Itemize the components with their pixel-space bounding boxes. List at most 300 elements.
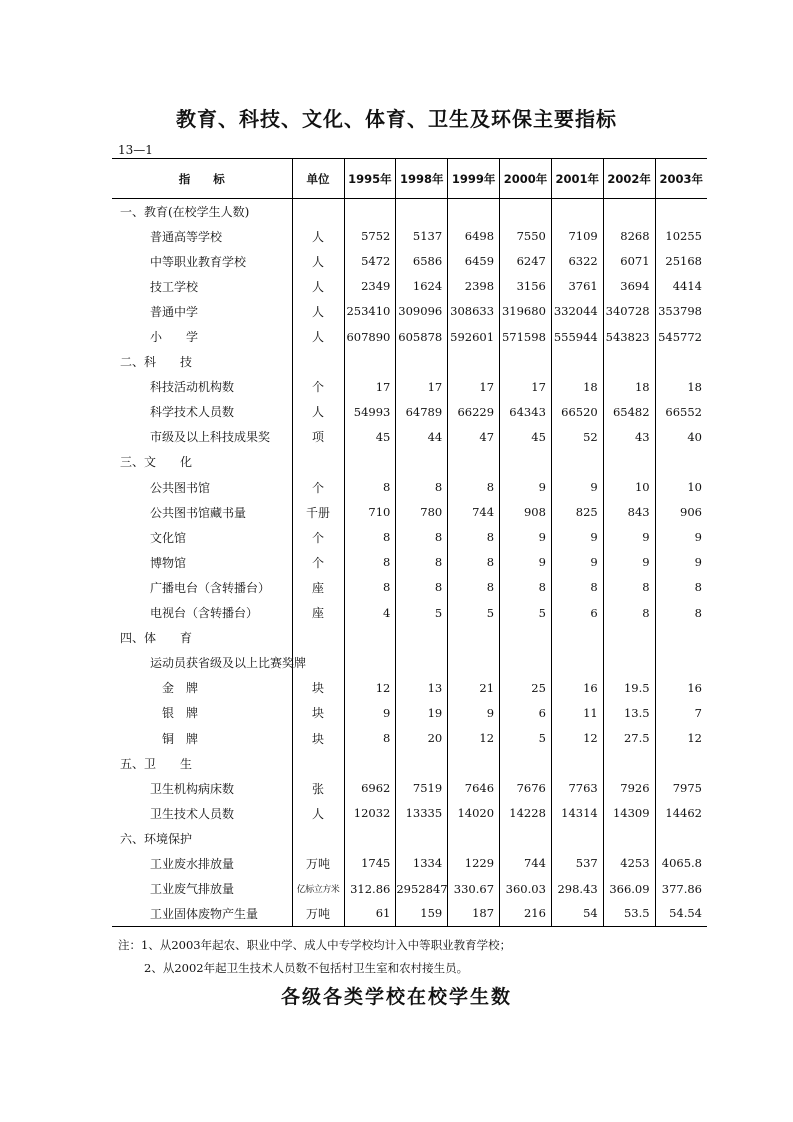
value-cell: 14228 (500, 801, 552, 826)
unit-cell: 人 (292, 224, 344, 249)
indicator-name: 工业废水排放量 (150, 856, 235, 871)
value-cell (344, 826, 396, 851)
value-cell (551, 449, 603, 474)
value-cell: 14462 (655, 801, 707, 826)
indicator-name: 中等职业教育学校 (150, 254, 247, 269)
value-cell: 159 (396, 901, 448, 926)
table-row (112, 550, 707, 575)
indicator-name: 金 牌 (162, 681, 199, 696)
value-cell: 5 (500, 725, 552, 750)
value-cell: 45 (344, 424, 396, 449)
indicator-name: 科技活动机构数 (150, 380, 235, 395)
indicator-name: 五、卫 生 (120, 756, 193, 771)
value-cell: 8 (448, 575, 500, 600)
value-cell (448, 826, 500, 851)
value-cell: 61 (344, 901, 396, 926)
indicator-name: 电视台（含转播台） (150, 606, 259, 621)
value-cell: 7676 (500, 776, 552, 801)
unit-cell: 个 (292, 374, 344, 399)
value-cell: 12 (655, 725, 707, 750)
section-row (112, 449, 707, 474)
value-cell: 537 (551, 851, 603, 876)
value-cell: 45 (500, 424, 552, 449)
header-year: 2002年 (603, 159, 655, 199)
unit-cell: 人 (292, 274, 344, 299)
value-cell (551, 650, 603, 675)
section-row (112, 826, 707, 851)
table-row (112, 876, 707, 901)
indicator-cell (112, 625, 292, 650)
value-cell: 9 (551, 525, 603, 550)
value-cell (396, 650, 448, 675)
indicator-name: 广播电台（含转播台） (150, 580, 271, 595)
indicator-name: 卫生机构病床数 (150, 781, 235, 796)
value-cell: 3156 (500, 274, 552, 299)
value-cell: 18 (655, 374, 707, 399)
value-cell: 1334 (396, 851, 448, 876)
table-row (112, 600, 707, 625)
indicator-cell (112, 725, 292, 750)
note-2: 2、从2002年起卫生技术人员数不包括村卫生室和农村接生员。 (144, 961, 469, 975)
section-row (112, 751, 707, 776)
value-cell (344, 650, 396, 675)
value-cell: 9 (500, 525, 552, 550)
value-cell: 9 (500, 550, 552, 575)
value-cell: 780 (396, 500, 448, 525)
indicator-cell (112, 751, 292, 776)
value-cell: 16 (655, 675, 707, 700)
value-cell: 10255 (655, 224, 707, 249)
value-cell: 6247 (500, 249, 552, 274)
value-cell: 54.54 (655, 901, 707, 926)
unit-cell: 万吨 (292, 901, 344, 926)
indicator-name: 二、科 技 (120, 355, 193, 370)
table-row (112, 274, 707, 299)
table-row (112, 901, 707, 926)
table-row (112, 851, 707, 876)
unit-cell: 亿标立方米 (292, 876, 344, 901)
table-row (112, 675, 707, 700)
indicator-name: 科学技术人员数 (150, 405, 235, 420)
value-cell: 7519 (396, 776, 448, 801)
value-cell: 17 (500, 374, 552, 399)
header-year: 2000年 (500, 159, 552, 199)
indicator-cell (112, 249, 292, 274)
value-cell: 6459 (448, 249, 500, 274)
indicator-name: 公共图书馆 (150, 480, 211, 495)
value-cell: 7763 (551, 776, 603, 801)
indicator-name: 小 学 (150, 330, 199, 345)
value-cell: 7 (655, 700, 707, 725)
value-cell (551, 826, 603, 851)
value-cell: 330.67 (448, 876, 500, 901)
indicator-name: 三、文 化 (120, 455, 193, 470)
header-year: 1999年 (448, 159, 500, 199)
value-cell: 2398 (448, 274, 500, 299)
value-cell: 9 (655, 525, 707, 550)
indicator-cell (112, 575, 292, 600)
indicator-cell (112, 801, 292, 826)
indicator-cell (112, 324, 292, 349)
indicator-name: 博物馆 (150, 555, 187, 570)
indicator-cell (112, 475, 292, 500)
value-cell: 744 (448, 500, 500, 525)
value-cell (448, 199, 500, 224)
value-cell: 20 (396, 725, 448, 750)
indicator-cell (112, 500, 292, 525)
value-cell: 605878 (396, 324, 448, 349)
value-cell: 8 (344, 475, 396, 500)
value-cell (344, 449, 396, 474)
indicator-cell (112, 776, 292, 801)
value-cell: 6586 (396, 249, 448, 274)
value-cell: 4 (344, 600, 396, 625)
value-cell (500, 349, 552, 374)
value-cell: 17 (448, 374, 500, 399)
value-cell (603, 349, 655, 374)
unit-cell: 千册 (292, 500, 344, 525)
value-cell (448, 751, 500, 776)
value-cell: 1745 (344, 851, 396, 876)
value-cell: 2349 (344, 274, 396, 299)
value-cell (655, 199, 707, 224)
value-cell: 13335 (396, 801, 448, 826)
value-cell: 9 (500, 475, 552, 500)
value-cell: 8 (603, 600, 655, 625)
indicator-name: 普通高等学校 (150, 229, 223, 244)
value-cell: 8 (655, 600, 707, 625)
table-header-row (112, 159, 707, 199)
value-cell: 12 (448, 725, 500, 750)
value-cell (655, 625, 707, 650)
value-cell: 8 (448, 475, 500, 500)
value-cell: 25168 (655, 249, 707, 274)
value-cell (344, 751, 396, 776)
unit-cell (292, 826, 344, 851)
value-cell: 312.86 (344, 876, 396, 901)
unit-cell: 人 (292, 324, 344, 349)
value-cell: 9 (551, 550, 603, 575)
unit-cell (292, 449, 344, 474)
value-cell: 44 (396, 424, 448, 449)
indicators-table (112, 158, 707, 927)
indicator-name: 六、环境保护 (120, 831, 193, 846)
indicator-cell (112, 851, 292, 876)
value-cell: 40 (655, 424, 707, 449)
unit-cell (292, 349, 344, 374)
indicator-cell (112, 374, 292, 399)
value-cell: 8 (344, 725, 396, 750)
value-cell: 16 (551, 675, 603, 700)
table-row (112, 224, 707, 249)
unit-cell: 个 (292, 525, 344, 550)
value-cell (655, 826, 707, 851)
section-row (112, 625, 707, 650)
section-row (112, 199, 707, 224)
value-cell: 5472 (344, 249, 396, 274)
value-cell: 13.5 (603, 700, 655, 725)
note-1: 注：1、从2003年起农、职业中学、成人中专学校均计入中等职业教育学校； (118, 938, 512, 952)
table-row (112, 725, 707, 750)
header-year: 1995年 (344, 159, 396, 199)
unit-cell: 座 (292, 575, 344, 600)
value-cell: 10 (655, 475, 707, 500)
value-cell: 9 (551, 475, 603, 500)
indicator-cell (112, 600, 292, 625)
value-cell: 65482 (603, 399, 655, 424)
indicator-cell (112, 901, 292, 926)
indicator-cell (112, 675, 292, 700)
value-cell (655, 449, 707, 474)
value-cell: 298.43 (551, 876, 603, 901)
table-row (112, 374, 707, 399)
indicator-cell (112, 650, 307, 675)
unit-cell: 块 (292, 700, 344, 725)
table-row (112, 299, 707, 324)
unit-cell: 人 (292, 299, 344, 324)
value-cell: 43 (603, 424, 655, 449)
value-cell: 54993 (344, 399, 396, 424)
value-cell: 906 (655, 500, 707, 525)
value-cell: 8 (448, 525, 500, 550)
indicator-name: 一、教育(在校学生人数) (120, 204, 250, 219)
value-cell: 3694 (603, 274, 655, 299)
value-cell: 18 (551, 374, 603, 399)
table-row (112, 575, 707, 600)
value-cell: 12 (344, 675, 396, 700)
indicator-name: 公共图书馆藏书量 (150, 505, 247, 520)
value-cell (551, 625, 603, 650)
value-cell (655, 349, 707, 374)
value-cell: 8268 (603, 224, 655, 249)
value-cell: 5752 (344, 224, 396, 249)
value-cell: 555944 (551, 324, 603, 349)
next-section-title: 各级各类学校在校学生数 (280, 986, 512, 1008)
value-cell: 4065.8 (655, 851, 707, 876)
value-cell (344, 625, 396, 650)
value-cell (603, 826, 655, 851)
value-cell: 187 (448, 901, 500, 926)
indicator-cell (112, 525, 292, 550)
value-cell: 7550 (500, 224, 552, 249)
table-row (112, 424, 707, 449)
indicator-cell (112, 550, 292, 575)
value-cell: 6498 (448, 224, 500, 249)
unit-cell (292, 199, 344, 224)
value-cell (396, 349, 448, 374)
value-cell: 253410 (344, 299, 396, 324)
value-cell: 5 (448, 600, 500, 625)
indicator-cell (112, 199, 292, 224)
header-year: 1998年 (396, 159, 448, 199)
value-cell: 4253 (603, 851, 655, 876)
value-cell: 8 (344, 525, 396, 550)
value-cell (551, 199, 603, 224)
unit-cell: 人 (292, 399, 344, 424)
header-indicator: 指 标 (112, 159, 292, 199)
indicator-name: 四、体 育 (120, 631, 193, 646)
value-cell: 25 (500, 675, 552, 700)
indicator-name: 工业废气排放量 (150, 882, 235, 897)
value-cell (448, 349, 500, 374)
value-cell: 8 (500, 575, 552, 600)
value-cell (500, 625, 552, 650)
table-row (112, 650, 707, 675)
indicator-name: 工业固体废物产生量 (150, 906, 259, 921)
value-cell: 66229 (448, 399, 500, 424)
value-cell: 12 (551, 725, 603, 750)
indicator-cell (112, 224, 292, 249)
value-cell: 18 (603, 374, 655, 399)
value-cell (448, 449, 500, 474)
value-cell (344, 199, 396, 224)
unit-cell: 项 (292, 424, 344, 449)
value-cell: 340728 (603, 299, 655, 324)
value-cell: 52 (551, 424, 603, 449)
value-cell: 366.09 (603, 876, 655, 901)
value-cell: 8 (448, 550, 500, 575)
table-code: 13—1 (118, 143, 153, 157)
value-cell: 592601 (448, 324, 500, 349)
value-cell: 6 (500, 700, 552, 725)
header-year: 2001年 (551, 159, 603, 199)
value-cell: 216 (500, 901, 552, 926)
value-cell (448, 625, 500, 650)
value-cell: 27.5 (603, 725, 655, 750)
value-cell: 7646 (448, 776, 500, 801)
table-row (112, 249, 707, 274)
table-row (112, 475, 707, 500)
value-cell: 7975 (655, 776, 707, 801)
value-cell (655, 650, 707, 675)
table-row (112, 525, 707, 550)
value-cell: 543823 (603, 324, 655, 349)
value-cell: 607890 (344, 324, 396, 349)
value-cell (500, 650, 552, 675)
unit-cell: 人 (292, 801, 344, 826)
value-cell: 744 (500, 851, 552, 876)
value-cell: 309096 (396, 299, 448, 324)
indicator-cell (112, 274, 292, 299)
value-cell (603, 625, 655, 650)
indicator-name: 卫生技术人员数 (150, 806, 235, 821)
value-cell: 6962 (344, 776, 396, 801)
value-cell (396, 199, 448, 224)
value-cell (448, 650, 500, 675)
value-cell (551, 751, 603, 776)
value-cell: 19.5 (603, 675, 655, 700)
value-cell: 8 (396, 575, 448, 600)
indicator-cell (112, 700, 292, 725)
table-body (112, 199, 707, 927)
section-row (112, 349, 707, 374)
value-cell: 710 (344, 500, 396, 525)
indicator-cell (112, 399, 292, 424)
value-cell (500, 826, 552, 851)
value-cell: 3761 (551, 274, 603, 299)
indicator-cell (112, 449, 292, 474)
indicator-name: 技工学校 (150, 279, 199, 294)
value-cell: 825 (551, 500, 603, 525)
indicator-cell (112, 349, 292, 374)
unit-cell: 万吨 (292, 851, 344, 876)
value-cell (396, 826, 448, 851)
value-cell: 9 (655, 550, 707, 575)
value-cell: 319680 (500, 299, 552, 324)
value-cell: 66520 (551, 399, 603, 424)
value-cell: 8 (344, 575, 396, 600)
value-cell: 17 (396, 374, 448, 399)
value-cell: 7109 (551, 224, 603, 249)
indicator-cell (112, 826, 292, 851)
value-cell: 353798 (655, 299, 707, 324)
value-cell: 64789 (396, 399, 448, 424)
value-cell: 5 (500, 600, 552, 625)
value-cell (396, 625, 448, 650)
value-cell (655, 751, 707, 776)
value-cell (551, 349, 603, 374)
value-cell: 64343 (500, 399, 552, 424)
value-cell: 8 (603, 575, 655, 600)
value-cell: 6 (551, 600, 603, 625)
table-row (112, 324, 707, 349)
value-cell: 17 (344, 374, 396, 399)
unit-cell: 块 (292, 725, 344, 750)
value-cell (396, 449, 448, 474)
value-cell: 843 (603, 500, 655, 525)
unit-cell: 人 (292, 249, 344, 274)
table-row (112, 700, 707, 725)
indicator-name: 铜 牌 (162, 731, 199, 746)
indicator-name: 银 牌 (162, 706, 199, 721)
value-cell: 53.5 (603, 901, 655, 926)
value-cell: 66552 (655, 399, 707, 424)
unit-cell: 个 (292, 475, 344, 500)
value-cell: 14309 (603, 801, 655, 826)
value-cell: 7926 (603, 776, 655, 801)
unit-cell: 座 (292, 600, 344, 625)
indicator-cell (112, 424, 292, 449)
unit-cell (292, 751, 344, 776)
value-cell: 21 (448, 675, 500, 700)
value-cell (500, 199, 552, 224)
value-cell: 11 (551, 700, 603, 725)
header-year: 2003年 (655, 159, 707, 199)
value-cell (344, 349, 396, 374)
value-cell (603, 449, 655, 474)
table-notes (118, 934, 511, 980)
value-cell: 1624 (396, 274, 448, 299)
value-cell: 6322 (551, 249, 603, 274)
value-cell: 19 (396, 700, 448, 725)
indicator-name: 普通中学 (150, 304, 199, 319)
value-cell: 1229 (448, 851, 500, 876)
value-cell: 9 (448, 700, 500, 725)
value-cell (603, 650, 655, 675)
table-row (112, 801, 707, 826)
value-cell: 5137 (396, 224, 448, 249)
value-cell: 8 (655, 575, 707, 600)
indicator-cell (112, 876, 292, 901)
value-cell: 8 (396, 525, 448, 550)
indicator-name: 运动员获省级及以上比赛奖牌 (150, 656, 307, 671)
value-cell: 10 (603, 475, 655, 500)
value-cell: 9 (603, 550, 655, 575)
value-cell: 9 (344, 700, 396, 725)
indicator-name: 市级及以上科技成果奖 (150, 430, 271, 445)
value-cell: 4414 (655, 274, 707, 299)
value-cell (603, 751, 655, 776)
